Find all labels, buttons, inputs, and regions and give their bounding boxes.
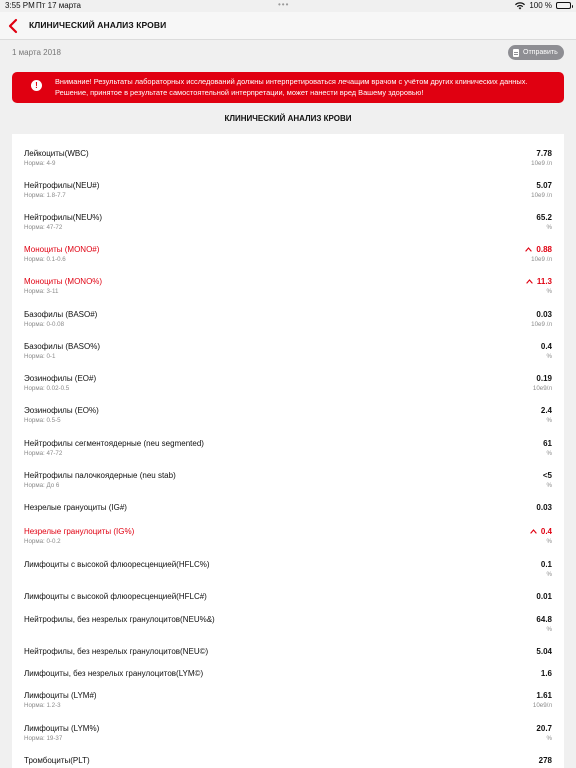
result-value	[536, 647, 552, 656]
result-norm: Норма: 0-0.2	[24, 538, 61, 545]
result-name: Незрелые грануоциты (IG#)	[24, 503, 127, 512]
status-right	[515, 1, 571, 10]
wifi-icon	[515, 2, 525, 10]
result-unit: %	[546, 450, 552, 457]
result-name: Тромбоциты(PLT)	[24, 756, 90, 765]
result-value-text: 64.8	[536, 615, 552, 624]
nav-bar	[0, 12, 576, 40]
result-value-text: 61	[543, 439, 552, 448]
result-unit: %	[546, 538, 552, 545]
result-name: Нейтрофилы, без незрелых гранулоцитов(NEU%&)	[24, 615, 215, 624]
result-unit: 10e9 /л	[531, 321, 552, 328]
result-value-text: 0.19	[536, 374, 552, 383]
result-name: Лейкоциты(WBC)	[24, 149, 89, 158]
result-row	[24, 471, 552, 499]
result-value-text: 5.07	[536, 181, 552, 190]
result-value	[541, 406, 552, 415]
result-value	[526, 277, 552, 286]
result-value	[536, 374, 552, 383]
result-name: Незрелые гранулоциты (IG%)	[24, 527, 135, 536]
result-unit: %	[546, 571, 552, 578]
result-value-text: 0.4	[540, 342, 552, 351]
warning-banner	[12, 72, 564, 103]
result-row	[24, 213, 552, 241]
result-value-text: 278	[538, 756, 552, 765]
result-norm: Норма: 0.1-0.6	[24, 256, 66, 263]
result-row	[24, 310, 552, 338]
result-name: Нейтрофилы(NEU#)	[24, 181, 100, 190]
result-value	[536, 724, 552, 733]
result-unit: 10e9 /л	[531, 256, 552, 263]
status-bar	[0, 0, 576, 12]
result-unit: 10e9 /л	[531, 160, 552, 167]
result-name: Моноциты (MONO#)	[24, 245, 100, 254]
multitasking-dots-icon: •••	[278, 0, 290, 9]
result-row	[24, 560, 552, 588]
result-row-abnormal	[24, 245, 552, 273]
back-chevron-icon[interactable]	[6, 16, 22, 36]
result-value	[525, 245, 552, 254]
results-list	[12, 134, 564, 768]
result-unit: %	[546, 626, 552, 633]
result-name: Лимфоциты, без незрелых гранулоцитов(LYM©)	[24, 669, 204, 678]
result-name: Нейтрофилы сегментоядерные (neu segmented)	[24, 439, 204, 448]
result-value	[541, 342, 552, 351]
result-norm: Норма: 0.02-0.5	[24, 385, 70, 392]
result-value-text: 20.7	[536, 724, 552, 733]
result-row	[24, 756, 552, 768]
result-unit: %	[546, 417, 552, 424]
result-row	[24, 724, 552, 752]
result-value-text: 0.03	[536, 310, 552, 319]
result-name: Моноциты (MONO%)	[24, 277, 103, 286]
result-norm: Норма: 0.5-5	[24, 417, 61, 424]
result-value-text: 0.01	[536, 592, 552, 601]
warning-line-2: Решение, принятое в результате самостоятельной интерпретации, может нанести вред Вашему здоровью!	[55, 87, 424, 97]
send-button-label: Отправить	[523, 49, 558, 56]
result-norm: Норма: 47-72	[24, 224, 63, 231]
arrow-up-icon	[530, 529, 537, 534]
status-time: 3:55 PM	[5, 1, 35, 10]
result-unit: %	[546, 735, 552, 742]
result-unit: %	[546, 288, 552, 295]
section-title: КЛИНИЧЕСКИЙ АНАЛИЗ КРОВИ	[224, 114, 352, 123]
result-value-text: 2.4	[540, 406, 552, 415]
result-unit: %	[546, 224, 552, 231]
result-norm: Норма: 0-1	[24, 353, 56, 360]
result-value-text: 7.78	[536, 149, 552, 158]
nav-title: КЛИНИЧЕСКИЙ АНАЛИЗ КРОВИ	[29, 20, 167, 30]
warning-text	[55, 77, 560, 98]
result-value	[536, 691, 552, 700]
arrow-up-icon	[526, 279, 533, 284]
battery-percent: 100 %	[529, 1, 552, 10]
result-unit: %	[546, 482, 552, 489]
result-value-text: 0.4	[540, 527, 552, 536]
document-icon	[513, 49, 519, 57]
result-value	[530, 527, 552, 536]
send-button[interactable]	[508, 45, 564, 60]
result-name: Нейтрофилы палочкоядерные (neu stab)	[24, 471, 176, 480]
result-value	[536, 615, 552, 624]
result-row	[24, 374, 552, 402]
result-name: Эозинофилы (EO%)	[24, 406, 99, 415]
analysis-date: 1 марта 2018	[12, 48, 61, 57]
result-value	[543, 439, 552, 448]
result-norm: Норма: 1.2-3	[24, 702, 61, 709]
result-value	[536, 149, 552, 158]
result-unit: 10e9/л	[532, 385, 552, 392]
date-row	[0, 41, 576, 65]
result-value-text: 0.1	[540, 560, 552, 569]
result-value	[543, 471, 552, 480]
result-norm: Норма: 0-0.08	[24, 321, 65, 328]
result-name: Лимфоциты (LYM#)	[24, 691, 97, 700]
result-name: Базофилы (BASO#)	[24, 310, 98, 319]
result-value	[539, 756, 552, 765]
result-name: Эозинофилы (EO#)	[24, 374, 97, 383]
result-unit: 10e9/л	[532, 702, 552, 709]
result-value	[541, 560, 552, 569]
result-norm: Норма: 19-37	[24, 735, 63, 742]
result-row-abnormal	[24, 277, 552, 305]
result-norm: Норма: 4-9	[24, 160, 56, 167]
result-value-text: 0.88	[536, 245, 552, 254]
result-row-abnormal	[24, 527, 552, 555]
result-norm: Норма: До 6	[24, 482, 60, 489]
status-date: Пт 17 марта	[36, 1, 82, 10]
result-value-text: 5.04	[536, 647, 552, 656]
result-unit: 10e9 /л	[531, 192, 552, 199]
result-norm: Норма: 47-72	[24, 450, 63, 457]
result-value-text: 1.6	[540, 669, 552, 678]
result-value	[536, 310, 552, 319]
result-row	[24, 149, 552, 177]
result-unit: %	[546, 353, 552, 360]
result-value-text: 11.3	[536, 277, 552, 286]
result-value	[536, 213, 552, 222]
result-name: Базофилы (BASO%)	[24, 342, 100, 351]
result-value-text: 1.61	[536, 691, 552, 700]
result-name: Лимфоциты (LYM%)	[24, 724, 100, 733]
result-row	[24, 439, 552, 467]
result-row	[24, 691, 552, 719]
result-row	[24, 615, 552, 643]
result-value	[536, 181, 552, 190]
result-value-text: <5	[542, 471, 552, 480]
result-row	[24, 406, 552, 434]
result-value	[536, 592, 552, 601]
result-value	[536, 503, 552, 512]
result-norm: Норма: 3-11	[24, 288, 59, 295]
battery-icon	[556, 2, 571, 9]
result-value-text: 0.03	[536, 503, 552, 512]
result-norm: Норма: 1.8-7.7	[24, 192, 66, 199]
exclamation-icon: !	[31, 80, 42, 91]
warning-line-1: Внимание! Результаты лабораторных исследований должны интерпретироваться лечащим врачом с учётом других клинических данных.	[55, 77, 528, 86]
result-row	[24, 181, 552, 209]
arrow-up-icon	[525, 247, 532, 252]
result-name: Нейтрофилы(NEU%)	[24, 213, 103, 222]
result-value	[541, 669, 552, 678]
result-name: Лимфоциты с высокой флюоресценцией(HFLC#)	[24, 592, 207, 601]
result-name: Лимфоциты с высокой флюоресценцией(HFLC%)	[24, 560, 210, 569]
result-name: Нейтрофилы, без незрелых гранулоцитов(NEU©)	[24, 647, 209, 656]
result-value-text: 65.2	[536, 213, 552, 222]
result-row	[24, 342, 552, 370]
